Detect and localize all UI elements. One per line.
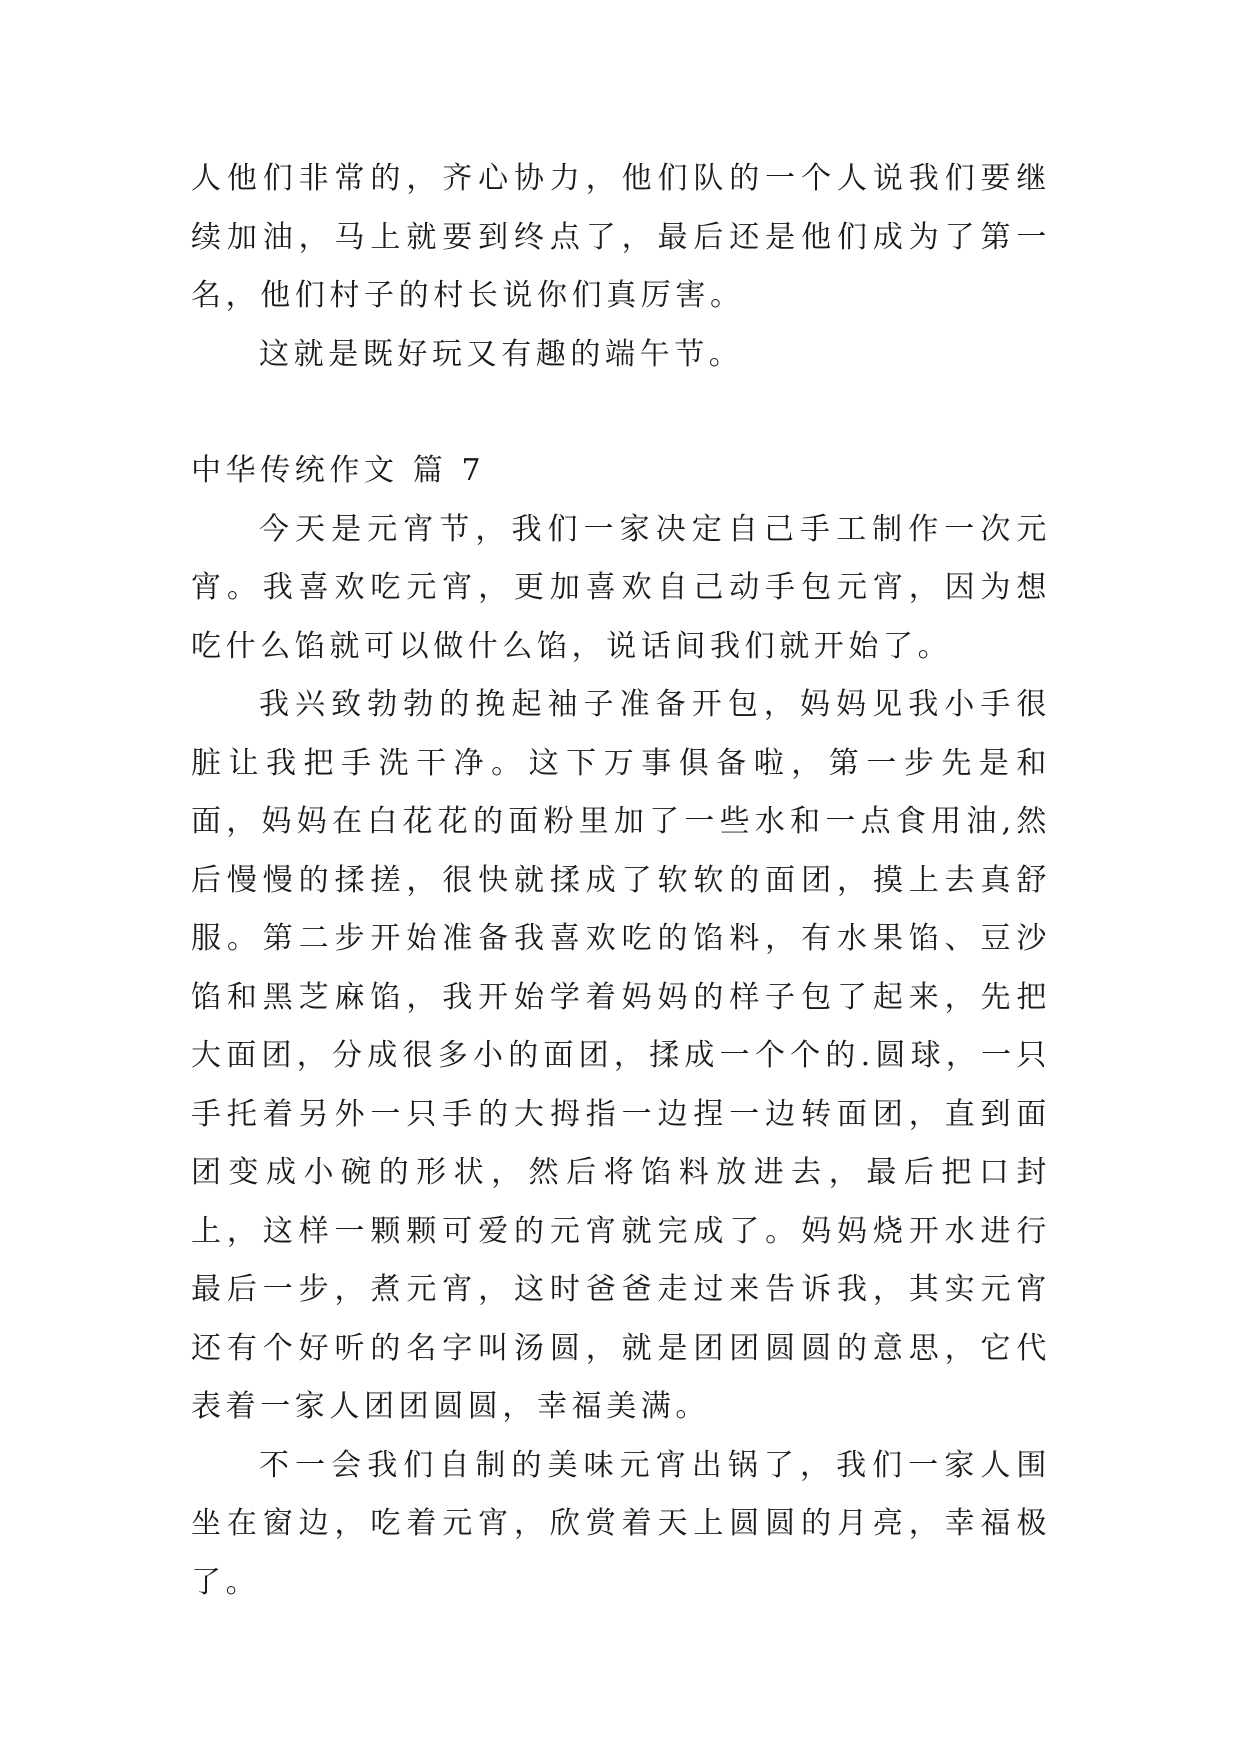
paragraph-ending: 不一会我们自制的美味元宵出锅了，我们一家人围坐在窗边，吃着元宵，欣赏着天上圆圆的月亮，幸福极了。	[191, 1447, 1051, 1600]
paragraph-conclusion: 这就是既好玩又有趣的端午节。	[259, 336, 744, 372]
section-spacer	[191, 384, 1051, 442]
paragraph-process: 我兴致勃勃的挽起袖子准备开包，妈妈见我小手很脏让我把手洗干净。这下万事俱备啦，第一步先是和面，妈妈在白花花的面粉里加了一些水和一点食用油,然后慢慢的揉搓，很快就揉成了软软的面团，摸上去真舒服。第二步开始准备我喜欢吃的馅料，有水果馅、豆沙馅和黑芝麻馅，我开始学着妈妈的样子包了起来，先把大面团，分成很多小的面团，揉成一个个的.圆球，一只手托着另外一只手的大拇指一边捏一边转面团，直到面团变成小碗的形状，然后将馅料放进去，最后把口封上，这样一颗颗可爱的元宵就完成了。妈妈烧开水进行最后一步，煮元宵，这时爸爸走过来告诉我，其实元宵还有个好听的名字叫汤圆，就是团团圆圆的意思，它代表着一家人团团圆圆，幸福美满。	[191, 687, 1051, 1424]
paragraph-intro: 今天是元宵节，我们一家决定自己手工制作一次元宵。我喜欢吃元宵，更加喜欢自己动手包元宵，因为想吃什么馅就可以做什么馅，说话间我们就开始了。	[191, 511, 1051, 664]
document-body	[191, 150, 1051, 1612]
paragraph-continued: 人他们非常的，齐心协力，他们队的一个人说我们要继续加油，马上就要到终点了，最后还是他们成为了第一名，他们村子的村长说你们真厉害。	[191, 161, 1051, 313]
section-heading: 中华传统作文 篇 7	[191, 453, 486, 488]
